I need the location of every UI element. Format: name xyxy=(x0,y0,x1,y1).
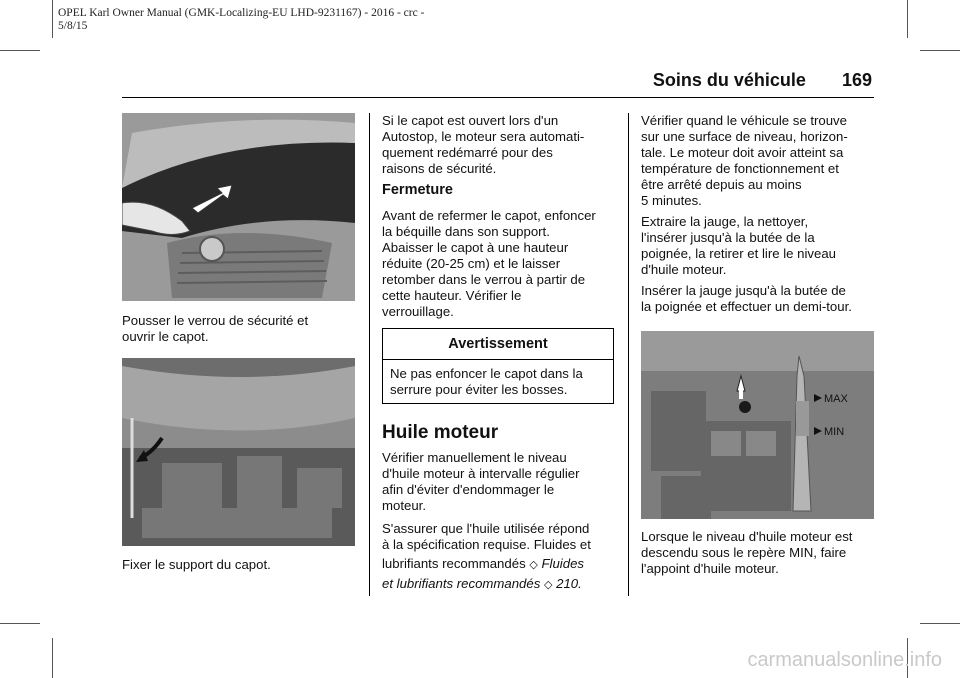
fluids-link[interactable]: et lubrifiants recommandés xyxy=(382,576,541,591)
text-line: à la spécification requise. Fluides et xyxy=(382,537,591,552)
text-line: afin d'éviter d'endommager le xyxy=(382,482,555,497)
header-rule xyxy=(122,97,874,98)
crop-mark xyxy=(920,623,960,624)
dipstick-max-label: MAX xyxy=(824,393,848,405)
text-line: S'assurer que l'huile utilisée répond xyxy=(382,521,590,536)
text-line: Ne pas enfoncer le capot dans la xyxy=(390,366,583,381)
top-up-paragraph xyxy=(641,529,881,577)
caption-hood-release xyxy=(122,313,362,345)
crop-mark xyxy=(52,638,53,678)
column-divider xyxy=(628,113,629,596)
oil-heading: Huile moteur xyxy=(382,422,499,443)
text-line: la béquille dans son support. xyxy=(382,224,550,239)
text-line: cette hauteur. Vérifier le xyxy=(382,288,522,303)
page-reference-link[interactable]: 210 xyxy=(556,576,579,591)
text-line: sur une surface de niveau, horizon- xyxy=(641,129,848,144)
text-line: réduite (20-25 cm) et le laisser xyxy=(382,256,561,271)
page-title xyxy=(653,70,872,91)
oil-spec-paragraph xyxy=(382,521,622,593)
text-line: température de fonctionnement et xyxy=(641,161,839,176)
fermeture-heading: Fermeture xyxy=(382,182,453,198)
warning-text xyxy=(383,360,613,398)
text-fragment: lubrifiants recommandés xyxy=(382,556,526,571)
document-header xyxy=(58,7,424,33)
text-line: Lorsque le niveau d'huile moteur est xyxy=(641,529,853,544)
text-line: Vérifier quand le véhicule se trouve xyxy=(641,113,847,128)
text-line: être arrêté depuis au moins xyxy=(641,177,802,192)
text-line: la poignée et effectuer un demi-tour. xyxy=(641,299,852,314)
watermark: carmanualsonline.info xyxy=(747,649,942,671)
text-line: Avant de refermer le capot, enfoncer xyxy=(382,208,596,223)
text-line: Abaisser le capot à une hauteur xyxy=(382,240,569,255)
autostop-note xyxy=(382,113,622,177)
caption-line: Pousser le verrou de sécurité et xyxy=(122,313,309,328)
text-line: tale. Le moteur doit avoir atteint sa xyxy=(641,145,844,160)
text-line: raisons de sécurité. xyxy=(382,161,497,176)
warning-title: Avertissement xyxy=(383,329,613,360)
crop-mark xyxy=(920,50,960,51)
hood-release-illustration xyxy=(122,113,355,301)
fermeture-text xyxy=(382,208,622,320)
insert-dipstick-paragraph xyxy=(641,283,881,315)
reference-icon: ◇ xyxy=(544,579,553,591)
section-title: Soins du véhicule xyxy=(652,70,806,90)
crop-mark xyxy=(52,0,53,38)
text-line: l'appoint d'huile moteur. xyxy=(641,561,779,576)
crop-mark xyxy=(907,0,908,38)
text-line: d'huile moteur à intervalle régulier xyxy=(382,466,580,481)
oil-intro xyxy=(382,450,622,514)
column-divider xyxy=(369,113,370,596)
text-line: Autostop, le moteur sera automati- xyxy=(382,129,585,144)
text-line: Si le capot est ouvert lors d'un xyxy=(382,113,559,128)
text-line xyxy=(382,556,622,573)
caption-line: ouvrir le capot. xyxy=(122,329,209,344)
fluids-link[interactable]: Fluides xyxy=(541,556,584,571)
text-line: retomber dans le verrou à partir de xyxy=(382,272,586,287)
text-line: verrouillage. xyxy=(382,304,454,319)
check-level-paragraph xyxy=(641,113,881,209)
text-line: poignée, la retirer et lire le niveau xyxy=(641,246,836,261)
page-number: 169 xyxy=(841,70,872,90)
text-line: Extraire la jauge, la nettoyer, xyxy=(641,214,809,229)
text-line: quement redémarré pour des xyxy=(382,145,553,160)
hood-support-illustration xyxy=(122,358,355,546)
reference-icon: ◇ xyxy=(529,559,538,571)
text-line: d'huile moteur. xyxy=(641,262,727,277)
dipstick-paragraph xyxy=(641,214,881,278)
text-line: 5 minutes. xyxy=(641,193,702,208)
dipstick-min-label: MIN xyxy=(824,426,845,438)
warning-box xyxy=(382,328,614,404)
crop-mark xyxy=(0,50,40,51)
text-line: descendu sous le repère MIN, faire xyxy=(641,545,847,560)
caption-hood-support: Fixer le support du capot. xyxy=(122,557,271,572)
document-id: OPEL Karl Owner Manual (GMK-Localizing-EU LHD-9231167) - 2016 - crc - xyxy=(58,7,425,19)
text-line: serrure pour éviter les bosses. xyxy=(390,382,568,397)
text-line: moteur. xyxy=(382,498,426,513)
document-date: 5/8/15 xyxy=(58,20,88,32)
crop-mark xyxy=(0,623,40,624)
dipstick-illustration xyxy=(641,331,874,519)
text-line: l'insérer jusqu'à la butée de la xyxy=(641,230,815,245)
text-line: et lubrifiants recommandés ◇ 210. xyxy=(382,576,582,591)
text-line: Insérer la jauge jusqu'à la butée de xyxy=(641,283,846,298)
text-line: Vérifier manuellement le niveau xyxy=(382,450,567,465)
